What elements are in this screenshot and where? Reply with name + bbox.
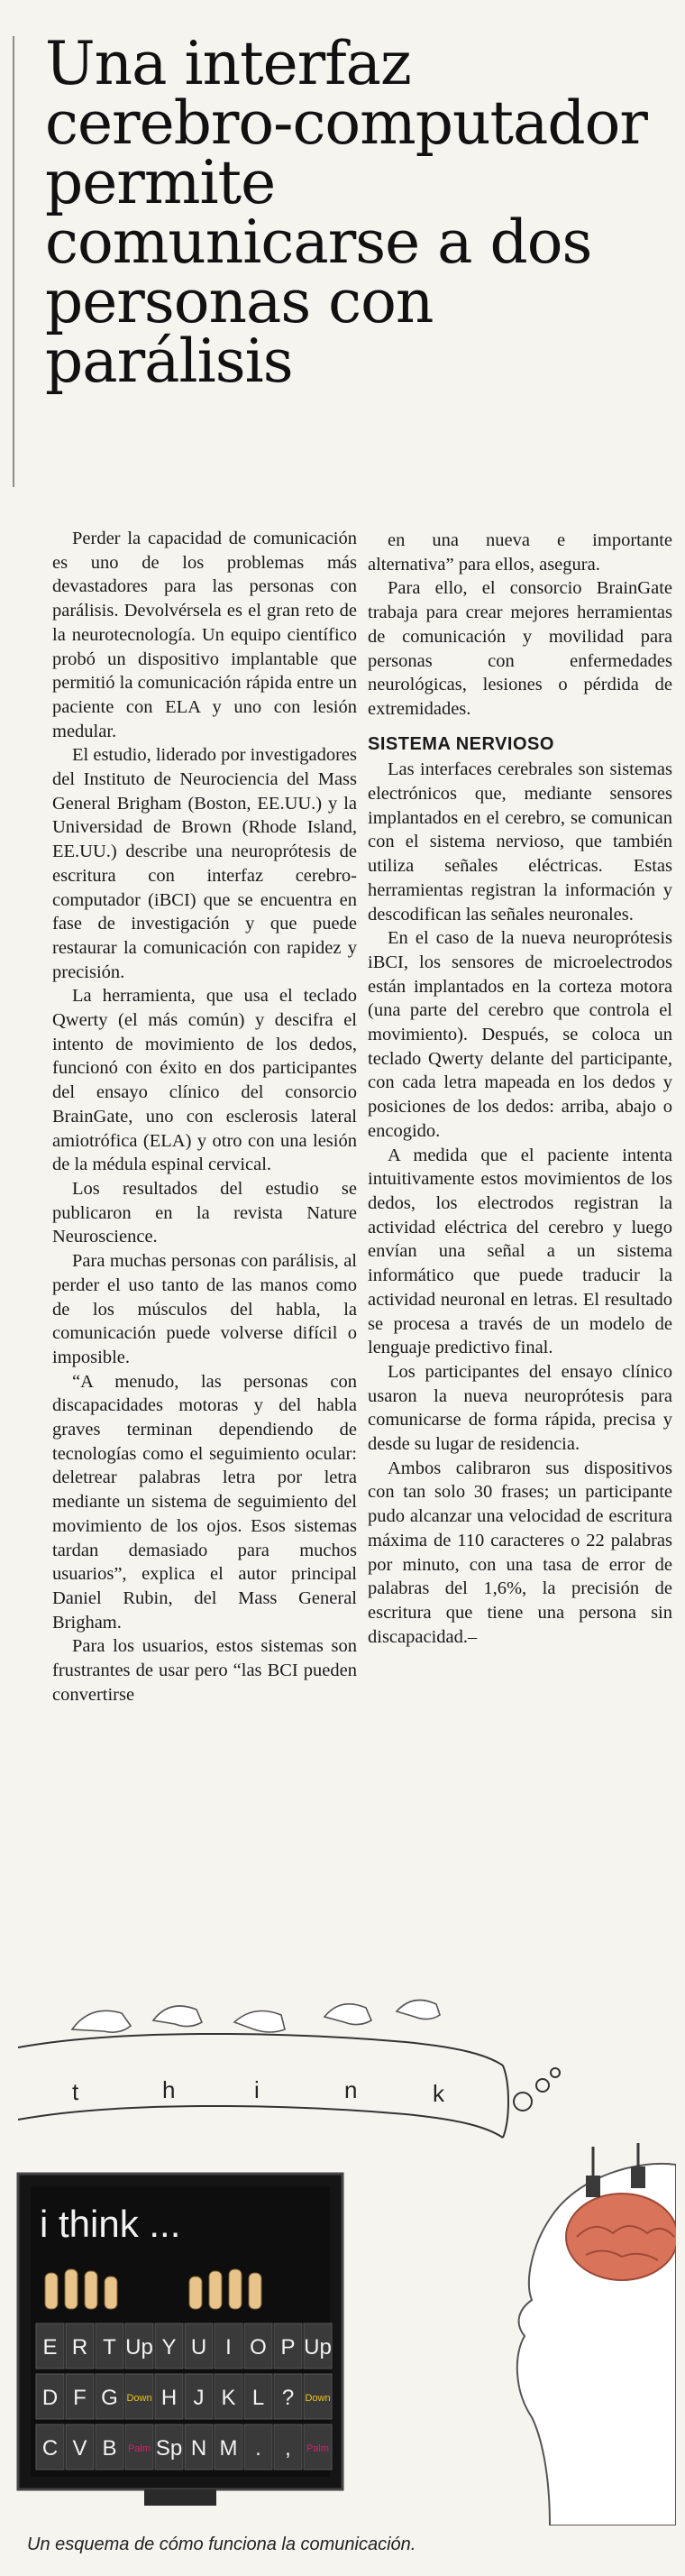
headline-line: personas con xyxy=(45,267,434,336)
keyboard-key-label: N xyxy=(190,2436,207,2461)
headline-line: parálisis xyxy=(45,327,293,396)
left-column xyxy=(52,527,357,1707)
paragraph: La herramienta, que usa el teclado Qwerty (el más común) y descifra el intento de movimiento de los dedos, funcionó con éxito en dos participantes del ensayo clínico del consorcio BrainGate, uno con esclerosis lateral amiotrófica (ELA) y otro con una lesión de la médula espinal cervical. xyxy=(52,986,357,1175)
letter-t: t xyxy=(72,2078,79,2105)
paragraph: “A menudo, las personas con discapacidades motoras y del habla graves terminan dependiendo de tecnologías como el seguimiento ocular: deletrear palabras letra por letra mediante un sistema de seguimiento del movimiento de los ojos. Esos sistemas tardan demasiado para muchos usuarios”, explica el autor principal Daniel Rubin, del Mass General Brigham. xyxy=(52,1371,357,1633)
keyboard-key-label: Up xyxy=(125,2335,153,2360)
paragraph: Los resultados del estudio se publicaron en la revista Nature Neuroscience. xyxy=(52,1178,357,1247)
keyboard-key-label: L xyxy=(251,2386,265,2410)
head-profile-icon xyxy=(517,2143,676,2525)
keyboard-key-label: Down xyxy=(305,2393,331,2404)
letter-k: k xyxy=(433,2080,444,2107)
keyboard-key-label: ? xyxy=(281,2386,295,2410)
headline-line: cerebro-computador xyxy=(45,88,647,158)
keyboard-key-label: E xyxy=(42,2335,58,2360)
letter-h: h xyxy=(162,2076,176,2103)
keyboard-key-label: Y xyxy=(161,2335,177,2360)
column-rule xyxy=(13,36,14,487)
keyboard-key-label: P xyxy=(280,2335,296,2360)
headline xyxy=(45,29,676,396)
paragraph: Los participantes del ensayo clínico usaron la nueva neuroprótesis para comunicarse de forma rápida, precisa y desde su lugar de residencia. xyxy=(368,1361,672,1455)
paragraph: Para muchas personas con parálisis, al perder el uso tanto de las manos como de los músculos del habla, la comunicación puede volverse difícil o imposible. xyxy=(52,1251,357,1367)
paragraph: A medida que el paciente intenta intuitivamente estos movimientos de los dedos, los electrodos registran la actividad eléctrica del cerebro y luego envían una señal a un sistema informático que puede traducir la actividad neuronal en letras. El resultado se procesa a través de un modelo de lenguaje predictivo final. xyxy=(368,1145,672,1358)
paragraph: Las interfaces cerebrales son sistemas electrónicos que, mediante sensores implantados en el cerebro, se comunican con el sistema nervioso, que también utiliza señales eléctricas. Estas herramientas registran la información y descodifican las señales neuronales. xyxy=(368,759,672,925)
keyboard-key-label: , xyxy=(285,2436,291,2461)
right-column xyxy=(368,529,672,1649)
keyboard-key-label: K xyxy=(221,2386,236,2410)
keyboard-key-label: U xyxy=(190,2335,207,2360)
headline-line: Una interfaz xyxy=(45,29,411,98)
bci-illustration xyxy=(9,1966,676,2525)
keyboard-key-label: V xyxy=(72,2436,87,2461)
electrode-icon xyxy=(586,2176,600,2197)
screen-text: i think ... xyxy=(40,2203,181,2245)
brain-icon xyxy=(566,2194,676,2280)
keyboard-key-label: Sp xyxy=(155,2436,183,2461)
keyboard-key-label: I xyxy=(225,2335,232,2360)
headline-line: comunicarse a dos xyxy=(45,207,592,277)
thought-bubbles xyxy=(514,2068,560,2111)
figure-caption: Un esquema de cómo funciona la comunicación. xyxy=(27,2535,416,2554)
keyboard-key-label: Up xyxy=(304,2335,332,2360)
paragraph: Para ello, el consorcio BrainGate trabaja para crear mejores herramientas de comunicación y movilidad para personas con enfermedades neurológicas, lesiones o pérdida de extremidades. xyxy=(368,578,672,719)
paragraph: Perder la capacidad de comunicación es uno de los problemas más devastadores para las personas con parálisis. Devolvérsela es el gran reto de la neurotecnología. Un equipo científico probó un dispositivo implantable que permitió la comunicación rápida entre un paciente con ELA y uno con lesión medular. xyxy=(52,529,357,741)
keyboard-key-label: F xyxy=(73,2386,87,2410)
letter-n: n xyxy=(344,2076,358,2103)
paragraph: El estudio, liderado por investigadores del Instituto de Neurociencia del Mass General Brigham (Boston, EE.UU.) y la Universidad de Brown (Rhode Island, EE.UU.) describe una neuroprótesis de escritura con interfaz cerebro-computador (iBCI) que se encuentra en fase de investigación y que puede restaurar la comunicación con rapidez y precisión. xyxy=(52,745,357,982)
keyboard-key-label: J xyxy=(193,2386,205,2410)
paragraph: Para los usuarios, estos sistemas son frustrantes de usar pero “las BCI pueden convertirse xyxy=(52,1636,357,1705)
keyboard-key-label: G xyxy=(101,2386,118,2410)
keyboard-key-label: C xyxy=(41,2436,59,2461)
keyboard-key-label: . xyxy=(255,2436,261,2461)
headline-line: permite xyxy=(45,148,276,217)
paragraph: En el caso de la nueva neuroprótesis iBCI, los sensores de microelectrodos están implantados en la corteza motora (una parte del cerebro que controla el movimiento). Después, se coloca un teclado Qwerty delante del participante, con cada letra mapeada en los dedos y posiciones de los dedos: arriba, abajo o encogido. xyxy=(368,928,672,1141)
paragraph: Ambos calibraron sus dispositivos con tan solo 30 frases; un participante pudo alcanzar una velocidad de escritura máxima de 110 caracteres o 22 palabras por minuto, con una tasa de error de palabras del 1,6%, la precisión de escritura que tiene una persona sin discapacidad.– xyxy=(368,1458,672,1647)
monitor xyxy=(18,2174,342,2506)
hand-gesture-icon xyxy=(72,2001,440,2033)
electrode-icon xyxy=(631,2167,645,2188)
keyboard-key-label: T xyxy=(103,2335,116,2360)
keyboard-key-label: R xyxy=(71,2335,88,2360)
section-heading: SISTEMA NERVIOSO xyxy=(368,733,554,754)
letter-i: i xyxy=(254,2076,260,2103)
keyboard-key-label: Palm xyxy=(306,2443,330,2454)
keyboard-key-label: Palm xyxy=(127,2443,151,2454)
keyboard-key-label: Down xyxy=(126,2393,152,2404)
keyboard-key-label: D xyxy=(41,2386,59,2410)
thought-letters xyxy=(72,2076,445,2107)
keyboard-key-label: M xyxy=(219,2436,238,2461)
keyboard-key-label: B xyxy=(102,2436,117,2461)
paragraph: en una nueva e importante alternativa” para ellos, asegura. xyxy=(368,530,672,575)
keyboard-key-label: O xyxy=(250,2335,267,2360)
keyboard-key-label: H xyxy=(160,2386,178,2410)
